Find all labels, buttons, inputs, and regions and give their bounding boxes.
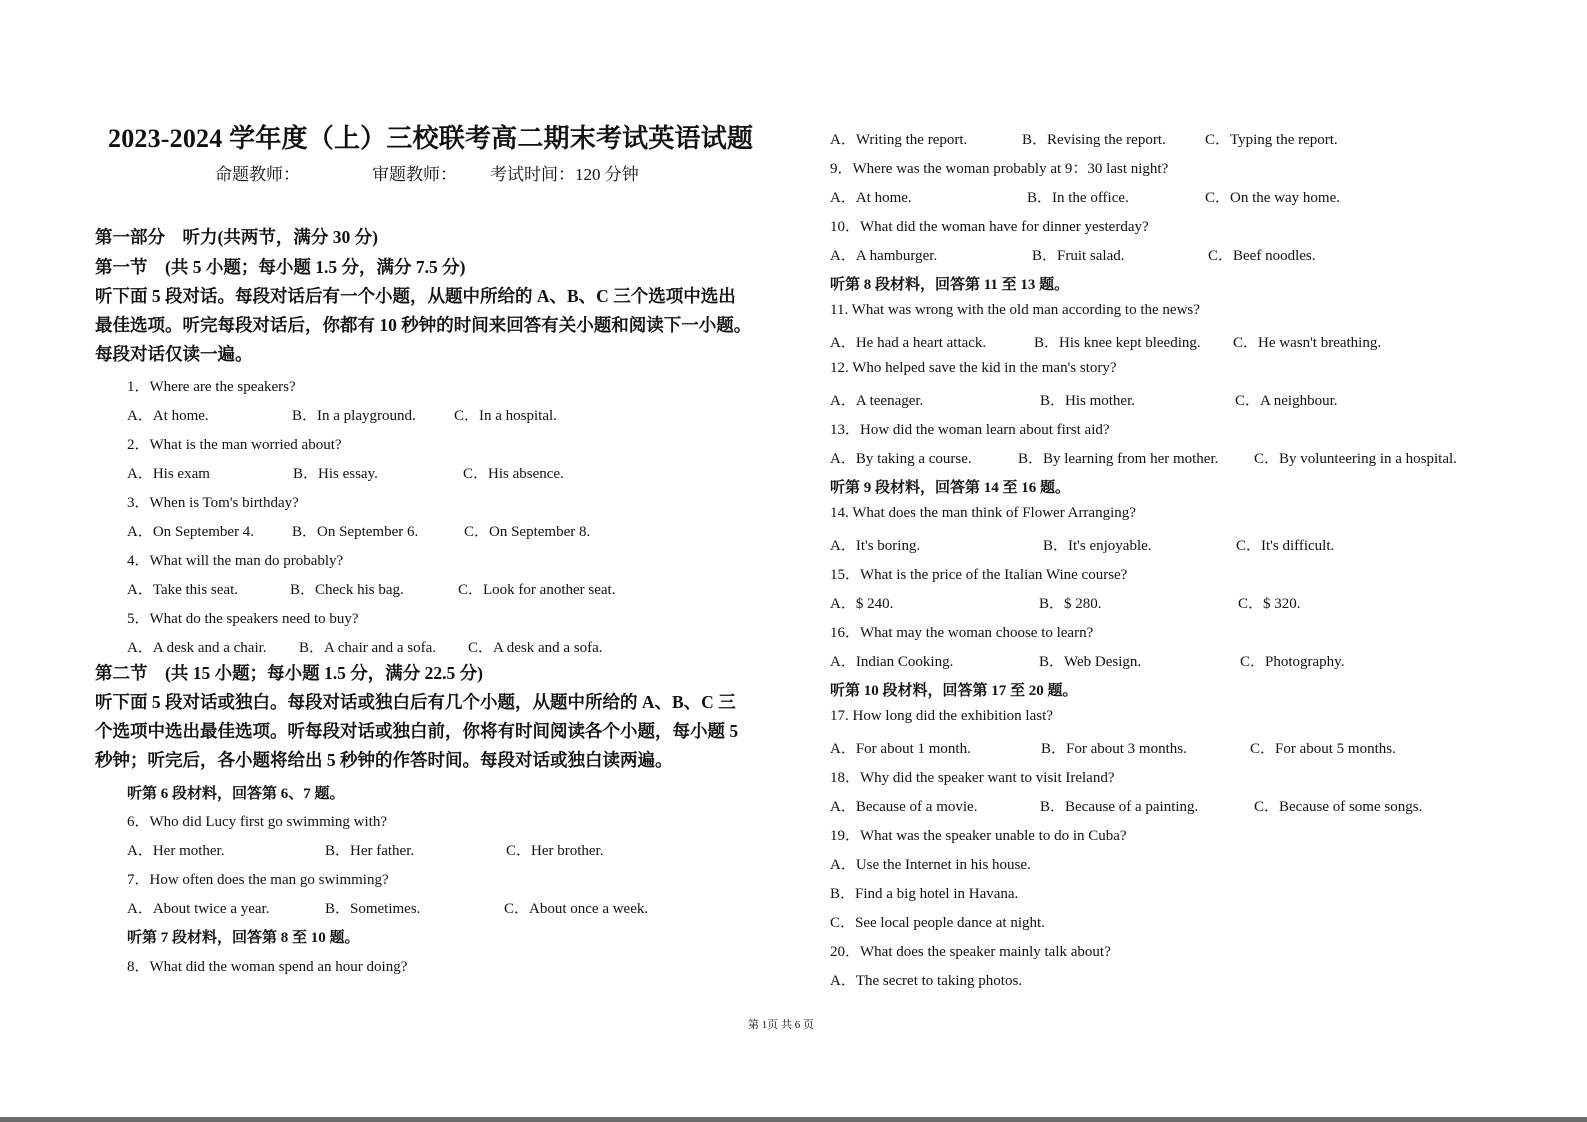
q16-option-b: B．Web Design. — [1039, 654, 1142, 670]
q18-option-c: C．Because of some songs. — [1254, 799, 1423, 815]
q9-option-b: B．In the office. — [1027, 190, 1129, 206]
q1-option-a: A．At home. — [127, 408, 209, 424]
q7-option-c: C．About once a week. — [504, 901, 649, 917]
q13-option-a: A．By taking a course. — [830, 451, 972, 467]
q19-option-a: A．Use the Internet in his house. — [830, 857, 1031, 873]
page-footer: 第 1页 共 6 页 — [748, 1019, 814, 1031]
reviewer-label: 审题教师： — [372, 165, 457, 184]
q4-option-b: B．Check his bag. — [290, 582, 404, 598]
q20-option-a: A．The secret to taking photos. — [830, 973, 1023, 989]
q2-option-c: C．His absence. — [463, 466, 564, 482]
q3-option-c: C．On September 8. — [464, 524, 591, 540]
q2-option-b: B．His essay. — [293, 466, 378, 482]
question-4: 4．What will the man do probably? — [127, 553, 344, 569]
q16-option-a: A．Indian Cooking. — [830, 654, 954, 670]
question-6: 6．Who did Lucy first go swimming with? — [127, 814, 387, 830]
section2-instructions-line3: 秒钟；听完后，各小题将给出 5 秒钟的作答时间。每段对话或独白读两遍。 — [95, 750, 673, 770]
question-13: 13．How did the woman learn about first aid? — [830, 422, 1110, 438]
q2-option-a: A．His exam — [127, 466, 210, 482]
q3-option-b: B．On September 6. — [292, 524, 419, 540]
question-20: 20．What does the speaker mainly talk about? — [830, 944, 1111, 960]
q14-option-c: C．It's difficult. — [1236, 538, 1335, 554]
q15-option-b: B．$ 280. — [1039, 596, 1102, 612]
section1-instructions-line2: 最佳选项。听完每段对话后，你都有 10 秒钟的时间来回答有关小题和阅读下一小题。 — [95, 315, 752, 335]
q1-option-b: B．In a playground. — [292, 408, 416, 424]
q16-option-c: C．Photography. — [1240, 654, 1345, 670]
q15-option-a: A．$ 240. — [830, 596, 894, 612]
exam-title: 2023-2024 学年度（上）三校联考高二期末考试英语试题 — [108, 124, 754, 153]
q7-option-a: A．About twice a year. — [127, 901, 270, 917]
q11-option-c: C．He wasn't breathing. — [1233, 335, 1382, 351]
bottom-edge-bar — [0, 1117, 1587, 1122]
q10-option-b: B．Fruit salad. — [1032, 248, 1125, 264]
q4-option-c: C．Look for another seat. — [458, 582, 616, 598]
q10-option-c: C．Beef noodles. — [1208, 248, 1316, 264]
question-12: 12. Who helped save the kid in the man's story? — [830, 360, 1117, 376]
q8-option-c: C．Typing the report. — [1205, 132, 1338, 148]
section1-title: 第一节 (共 5 小题；每小题 1.5 分，满分 7.5 分) — [95, 257, 466, 277]
q17-option-c: C．For about 5 months. — [1250, 741, 1396, 757]
q12-option-a: A．A teenager. — [830, 393, 924, 409]
q3-option-a: A．On September 4. — [127, 524, 255, 540]
section1-instructions-line1: 听下面 5 段对话。每段对话后有一个小题，从题中所给的 A、B、C 三个选项中选出 — [95, 286, 736, 306]
q6-option-b: B．Her father. — [325, 843, 415, 859]
q17-option-a: A．For about 1 month. — [830, 741, 971, 757]
question-19: 19．What was the speaker unable to do in Cuba? — [830, 828, 1127, 844]
question-14: 14. What does the man think of Flower Arranging? — [830, 505, 1136, 521]
q12-option-b: B．His mother. — [1040, 393, 1136, 409]
q11-option-b: B．His knee kept bleeding. — [1034, 335, 1201, 351]
q19-option-b: B．Find a big hotel in Havana. — [830, 886, 1019, 902]
question-16: 16．What may the woman choose to learn? — [830, 625, 1094, 641]
question-18: 18．Why did the speaker want to visit Ireland? — [830, 770, 1115, 786]
question-15: 15．What is the price of the Italian Wine course? — [830, 567, 1128, 583]
q13-option-c: C．By volunteering in a hospital. — [1254, 451, 1457, 467]
material9-heading: 听第 9 段材料，回答第 14 至 16 题。 — [830, 480, 1071, 496]
section2-instructions-line2: 个选项中选出最佳选项。听每段对话或独白前，你将有时间阅读各个小题，每小题 5 — [95, 721, 739, 741]
q5-option-c: C．A desk and a sofa. — [468, 640, 603, 656]
q18-option-b: B．Because of a painting. — [1040, 799, 1199, 815]
question-9: 9．Where was the woman probably at 9：30 last night? — [830, 161, 1169, 177]
section1-instructions-line3: 每段对话仅读一遍。 — [95, 344, 253, 364]
q13-option-b: B．By learning from her mother. — [1018, 451, 1219, 467]
q12-option-c: C．A neighbour. — [1235, 393, 1338, 409]
q5-option-a: A．A desk and a chair. — [127, 640, 267, 656]
question-1: 1．Where are the speakers? — [127, 379, 296, 395]
q10-option-a: A．A hamburger. — [830, 248, 938, 264]
section2-title: 第二节 (共 15 小题；每小题 1.5 分，满分 22.5 分) — [95, 663, 483, 683]
q9-option-c: C．On the way home. — [1205, 190, 1340, 206]
part1-title: 第一部分 听力(共两节，满分 30 分) — [95, 227, 378, 247]
question-3: 3．When is Tom's birthday? — [127, 495, 299, 511]
proposer-label: 命题教师： — [215, 165, 300, 184]
material7-heading: 听第 7 段材料，回答第 8 至 10 题。 — [127, 930, 360, 946]
question-8: 8．What did the woman spend an hour doing? — [127, 959, 408, 975]
material8-heading: 听第 8 段材料，回答第 11 至 13 题。 — [830, 277, 1070, 293]
material10-heading: 听第 10 段材料，回答第 17 至 20 题。 — [830, 683, 1078, 699]
q7-option-b: B．Sometimes. — [325, 901, 421, 917]
q6-option-a: A．Her mother. — [127, 843, 225, 859]
q8-option-b: B．Revising the report. — [1022, 132, 1166, 148]
question-11: 11. What was wrong with the old man according to the news? — [830, 302, 1200, 318]
question-2: 2．What is the man worried about? — [127, 437, 342, 453]
question-5: 5．What do the speakers need to buy? — [127, 611, 359, 627]
q9-option-a: A．At home. — [830, 190, 912, 206]
q15-option-c: C．$ 320. — [1238, 596, 1301, 612]
q8-option-a: A．Writing the report. — [830, 132, 968, 148]
q14-option-b: B．It's enjoyable. — [1043, 538, 1152, 554]
q1-option-c: C．In a hospital. — [454, 408, 557, 424]
material6-heading: 听第 6 段材料，回答第 6、7 题。 — [127, 786, 345, 802]
q18-option-a: A．Because of a movie. — [830, 799, 978, 815]
q17-option-b: B．For about 3 months. — [1041, 741, 1187, 757]
q5-option-b: B．A chair and a sofa. — [299, 640, 437, 656]
question-7: 7．How often does the man go swimming? — [127, 872, 389, 888]
q14-option-a: A．It's boring. — [830, 538, 921, 554]
q19-option-c: C．See local people dance at night. — [830, 915, 1045, 931]
question-17: 17. How long did the exhibition last? — [830, 708, 1053, 724]
question-10: 10．What did the woman have for dinner yesterday? — [830, 219, 1149, 235]
section2-instructions-line1: 听下面 5 段对话或独白。每段对话或独白后有几个小题，从题中所给的 A、B、C 三 — [95, 692, 736, 712]
q4-option-a: A．Take this seat. — [127, 582, 239, 598]
q6-option-c: C．Her brother. — [506, 843, 604, 859]
exam-time: 考试时间：120 分钟 — [490, 165, 639, 184]
q11-option-a: A．He had a heart attack. — [830, 335, 987, 351]
